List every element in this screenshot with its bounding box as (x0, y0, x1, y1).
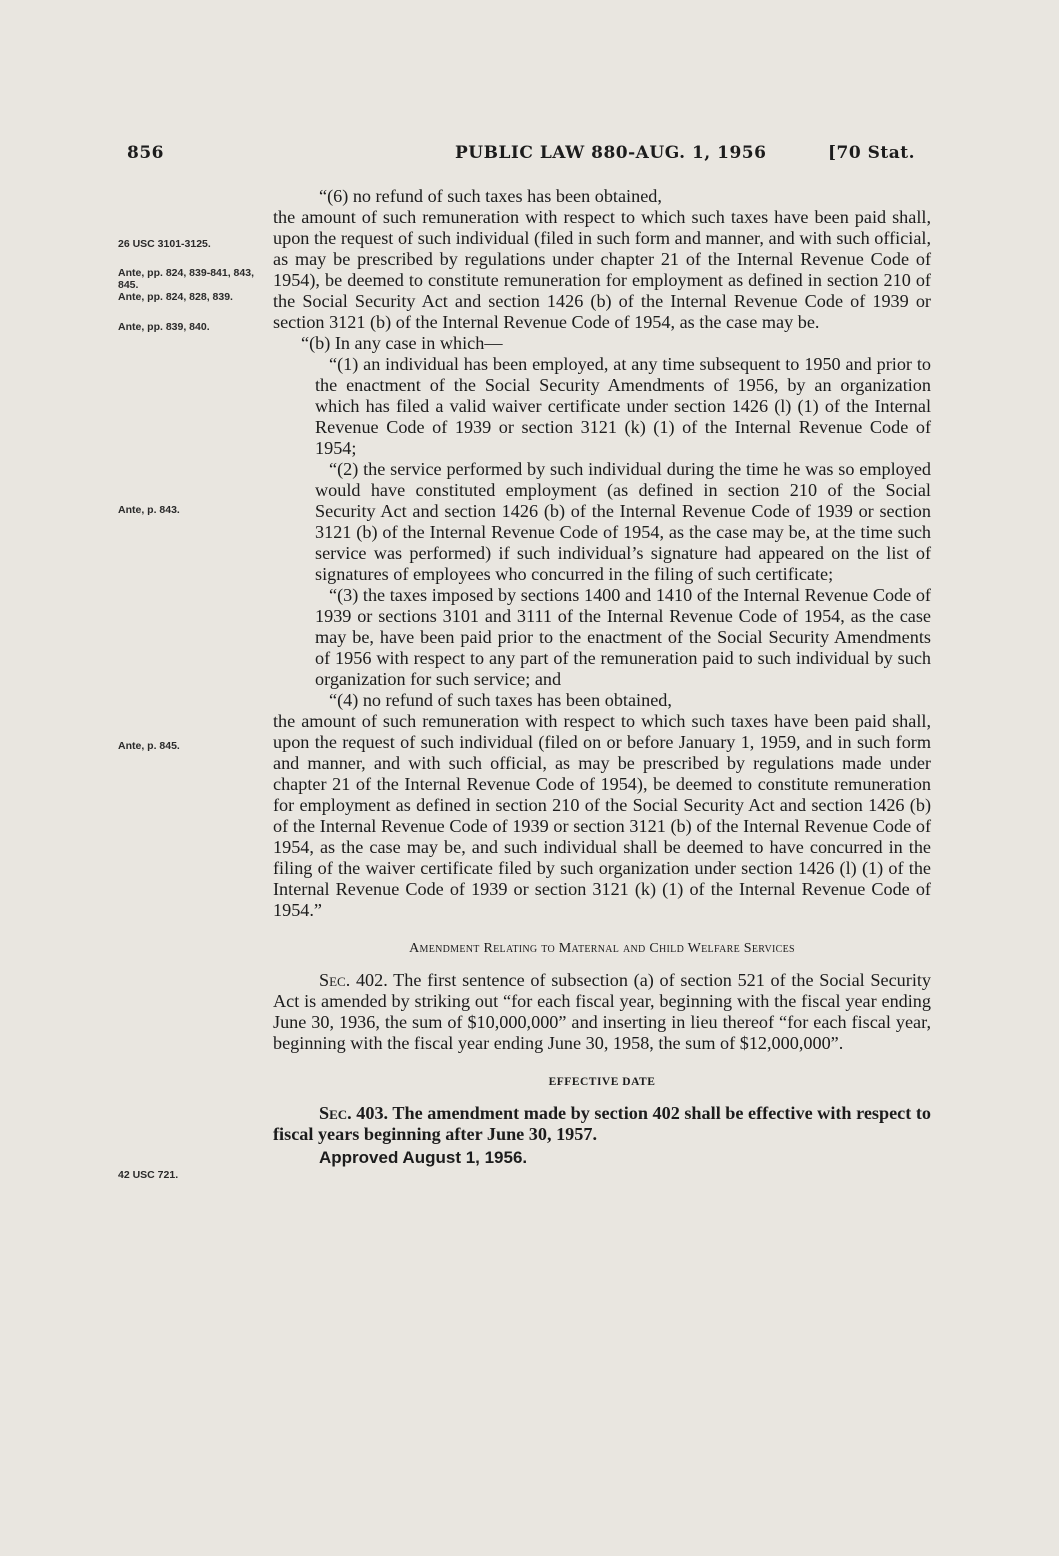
page-number: 856 (127, 143, 164, 163)
margin-note-ante-839: Ante, pp. 839, 840. (118, 321, 210, 333)
section-402 (273, 970, 931, 1054)
section-402-label: Sec. 402. (319, 970, 388, 990)
margin-note-ante-828: Ante, pp. 824, 828, 839. (118, 291, 233, 303)
paragraph-b: “(b) In any case in which— (301, 333, 503, 353)
paragraph-b-3: “(3) the taxes imposed by sections 1400 and 1410 of the Internal Revenue Code of 1939 or sections 3101 and 3111 of the Internal Revenue Code of 1954, as the case may be, have been paid prior to the enactment of the Social Security Amendments of 1956 with respect to any part of the remuneration paid to such individual by such organization for such service; and (315, 585, 931, 689)
paragraph-b-4: “(4) no refund of such taxes has been obtained, (329, 690, 672, 710)
heading-effective-date: EFFECTIVE DATE (548, 1076, 656, 1088)
paragraph-amount-2: the amount of such remuneration with respect to which such taxes have been paid shall, upon the request of such individual (filed on or before January 1, 1959, and in such form and manner, and with such official, as may be prescribed by regulations made under chapter 21 of the Internal Revenue Code of 1954), be deemed to constitute remuneration for employment as defined in section 210 of the Social Security Act and section 1426 (b) of the Internal Revenue Code of 1939 or section 3121 (b) of the Internal Revenue Code of 1954, as the case may be, and such individual shall be deemed to have concurred in the filing of the waiver certificate filed by such organization under section 1426 (l) (1) of the Internal Revenue Code of 1939 or section 3121 (k) (1) of the Internal Revenue Code of 1954.” (273, 711, 931, 920)
paragraph-6: “(6) no refund of such taxes has been obtained, (319, 186, 662, 206)
paragraph-b-2: “(2) the service performed by such individual during the time he was so employed would have constituted employment (as defined in section 210 of the Social Security Act and section 1426 (b) of the Internal Revenue Code of 1939 or section 3121 (b) of the Internal Revenue Code of 1954, as the case may be, at the time such service was performed) if such individual’s signature had appeared on the list of signatures of employees who concurred in the filing of such certificate; (315, 459, 931, 584)
section-402-text: The first sentence of subsection (a) of section 521 of the Social Security Act is amended by striking out “for each fiscal year, beginning with the fiscal year ending June 30, 1936, the sum of $10,000,000” and inserting in lieu thereof “for each fiscal year, beginning with the fiscal year ending June 30, 1958, the sum of $12,000,000”. (273, 970, 932, 1053)
margin-note-ante-845: Ante, p. 845. (118, 740, 180, 752)
margin-note-usc-721: 42 USC 721. (118, 1169, 179, 1181)
section-403-text: The amendment made by section 402 shall be effective with respect to fiscal years beginning after June 30, 1957. (273, 1103, 932, 1144)
volume-reference: [70 Stat. (828, 143, 916, 163)
approved-date: Approved August 1, 1956. (319, 1148, 528, 1167)
running-title: PUBLIC LAW 880-AUG. 1, 1956 (455, 143, 767, 163)
margin-note-usc-3101: 26 USC 3101-3125. (118, 238, 211, 250)
margin-note-ante-824: Ante, pp. 824, 839-841, 843, 845. (118, 267, 254, 291)
document-body (273, 186, 931, 1168)
section-403-label: Sec. 403. (319, 1103, 389, 1123)
section-403 (273, 1103, 931, 1145)
paragraph-b-1: “(1) an individual has been employed, at any time subsequent to 1950 and prior to the enactment of the Social Security Amendments of 1956, by an organization which has filed a valid waiver certificate under section 1426 (l) (1) of the Internal Revenue Code of 1939 or section 3121 (k) (1) of the Internal Revenue Code of 1954; (315, 354, 931, 458)
margin-note-ante-843: Ante, p. 843. (118, 504, 180, 516)
paragraph-amount-1: the amount of such remuneration with respect to which such taxes have been paid shall, upon the request of such individual (filed in such form and manner, and with such official, as may be prescribed by regulations under chapter 21 of the Internal Revenue Code of 1954), be deemed to constitute remuneration for employment as defined in section 210 of the Social Security Act and section 1426 (b) of the Internal Revenue Code of 1939 or section 3121 (b) of the Internal Revenue Code of 1954, as the case may be. (273, 207, 931, 332)
heading-amendment: Amendment Relating to Maternal and Child Welfare Services (409, 941, 795, 956)
